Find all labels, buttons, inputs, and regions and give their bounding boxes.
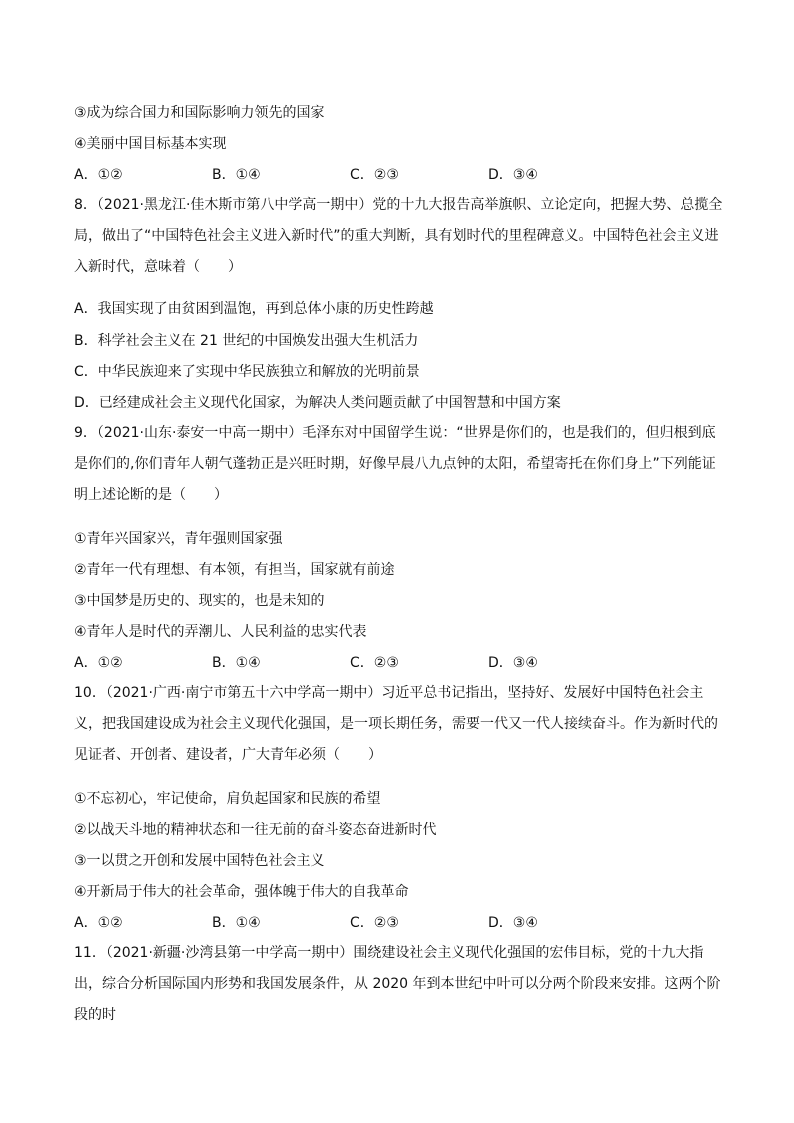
prev-statement-4: ④美丽中国目标基本实现 [74, 136, 227, 152]
question-10-stem: 10．（2021·广西·南宁市第五十六中学高一期中）习近平总书记指出，坚持好、发展好中国特色社会主义，把我国建设成为社会主义现代化强国，是一项长期任务，需要一代又一代人接续奋斗。作为新时代的见证者、开创者、建设者，广大青年必须（ ） [74, 685, 718, 763]
option-b: B．①④ [212, 655, 261, 671]
question-8-option-a: A．我国实现了由贫困到温饱，再到总体小康的历史性跨越 [74, 301, 434, 317]
prev-options [74, 166, 724, 184]
question-10-statement-2: ②以战天斗地的精神状态和一往无前的奋斗姿态奋进新时代 [74, 822, 437, 838]
question-10-statement-4: ④开新局于伟大的社会革命，强体魄于伟大的自我革命 [74, 884, 409, 900]
option-c: C．②③ [350, 915, 399, 931]
question-8-stem: 8．（2021·黑龙江·佳木斯市第八中学高一期中）党的十九大报告高举旗帜、立论定向，把握大势、总揽全局，做出了“中国特色社会主义进入新时代”的重大判断，具有划时代的里程碑意义。中国特色社会主义进入新时代，意味着（ ） [74, 197, 723, 275]
option-b: B．①④ [212, 915, 261, 931]
option-c: C．②③ [350, 167, 399, 183]
option-d: D．③④ [488, 915, 538, 931]
question-9-options [74, 654, 724, 672]
option-a: A．①② [74, 915, 123, 931]
question-9-statement-4: ④青年人是时代的弄潮儿、人民利益的忠实代表 [74, 624, 367, 640]
option-a: A．①② [74, 655, 123, 671]
question-10-options [74, 914, 724, 932]
question-10-statement-3: ③一以贯之开创和发展中国特色社会主义 [74, 853, 325, 869]
question-9-statement-2: ②青年一代有理想、有本领，有担当，国家就有前途 [74, 562, 395, 578]
option-b: B．①④ [212, 167, 261, 183]
question-11-stem: 11．（2021·新疆·沙湾县第一中学高一期中）围绕建设社会主义现代化强国的宏伟目标，党的十九大指出，综合分析国际国内形势和我国发展条件，从 2020 年到本世纪中叶可以分两个阶段来安排。这两个阶段的时 [74, 945, 721, 1023]
question-9-statement-1: ①青年兴国家兴，青年强则国家强 [74, 531, 283, 547]
question-9-statement-3: ③中国梦是历史的、现实的，也是未知的 [74, 593, 325, 609]
question-8-option-c: C．中华民族迎来了实现中华民族独立和解放的光明前景 [74, 364, 420, 380]
question-10-statement-1: ①不忘初心，牢记使命，肩负起国家和民族的希望 [74, 791, 381, 807]
question-8-option-b: B．科学社会主义在 21 世纪的中国焕发出强大生机活力 [74, 333, 419, 349]
option-d: D．③④ [488, 167, 538, 183]
prev-statement-3: ③成为综合国力和国际影响力领先的国家 [74, 105, 325, 121]
option-c: C．②③ [350, 655, 399, 671]
question-9-stem: 9．（2021·山东·泰安一中高一期中）毛泽东对中国留学生说：“世界是你们的，也是我们的，但归根到底是你们的,你们青年人朝气蓬勃正是兴旺时期，好像早晨八九点钟的太阳，希望寄托在你们身上”下列能证明上述论断的是（ ） [74, 425, 716, 503]
option-d: D．③④ [488, 655, 538, 671]
option-a: A．①② [74, 167, 123, 183]
question-8-option-d: D．已经建成社会主义现代化国家，为解决人类问题贡献了中国智慧和中国方案 [74, 395, 561, 411]
